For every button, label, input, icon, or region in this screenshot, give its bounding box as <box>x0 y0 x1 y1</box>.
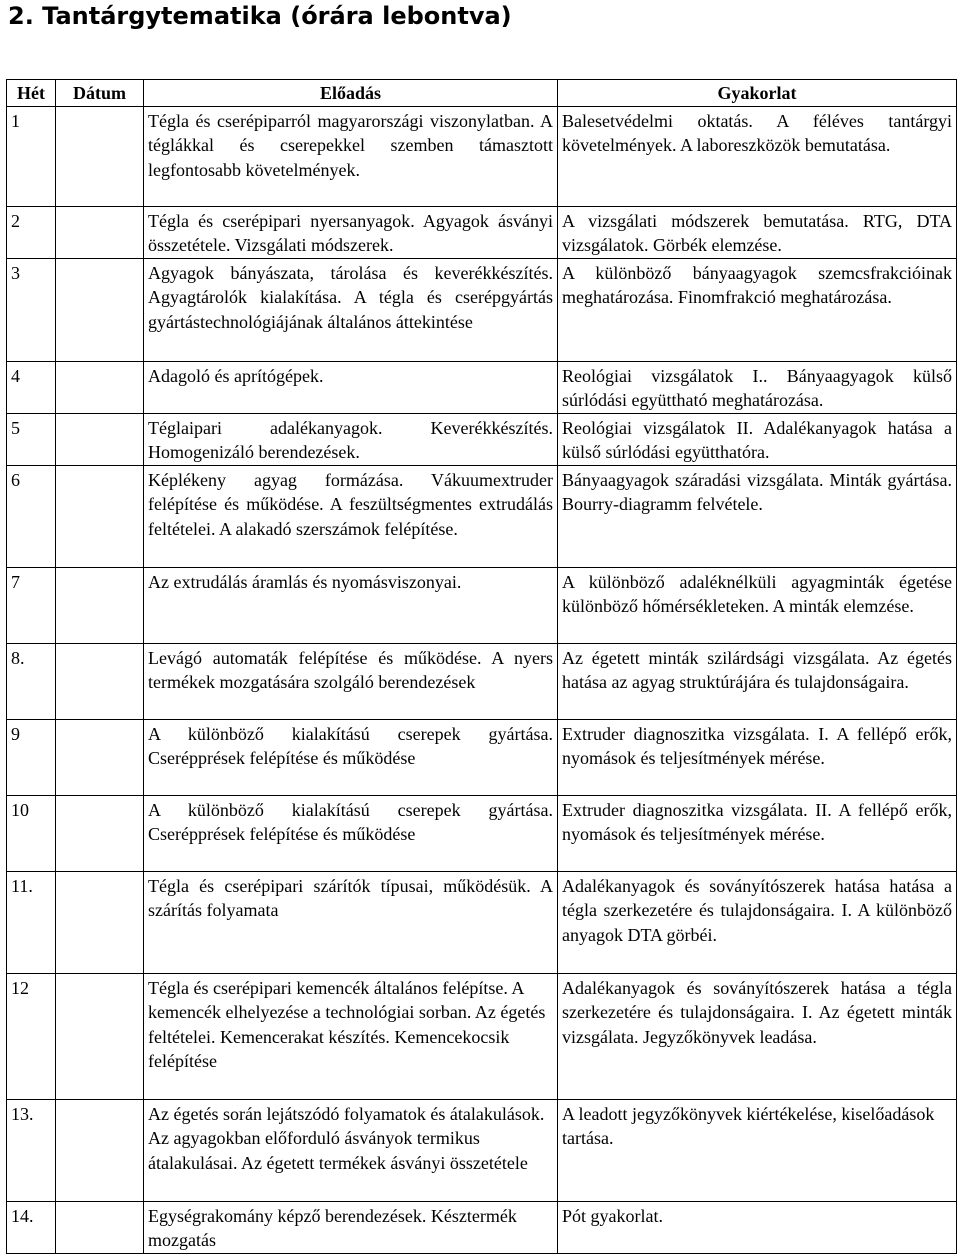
week-cell: 13. <box>7 1099 56 1201</box>
lecture-cell: A különböző kialakítású cserepek gyártása. Cserépprések felépítése és működése <box>144 795 558 871</box>
table-row <box>7 1099 957 1201</box>
practice-cell: A leadott jegyzőkönyvek kiértékelése, kiselőadások tartása. <box>558 1099 957 1201</box>
lecture-cell: Az extrudálás áramlás és nyomásviszonyai. <box>144 567 558 643</box>
date-cell <box>56 567 144 643</box>
date-cell <box>56 795 144 871</box>
week-cell: 10 <box>7 795 56 871</box>
week-cell: 9 <box>7 719 56 795</box>
date-cell <box>56 361 144 413</box>
date-cell <box>56 973 144 1099</box>
table-row <box>7 465 957 567</box>
lecture-cell: Tégla és cserépiparról magyarországi viszonylatban. A téglákkal és cserepekkel szemben támasztott legfontosabb követelmények. <box>144 106 558 206</box>
table-row <box>7 1201 957 1253</box>
practice-cell: Balesetvédelmi oktatás. A féléves tantárgyi követelmények. A laboreszközök bemutatása. <box>558 106 957 206</box>
date-cell <box>56 871 144 973</box>
week-cell: 12 <box>7 973 56 1099</box>
header-date: Dátum <box>56 80 144 107</box>
lecture-cell: Képlékeny agyag formázása. Vákuumextruder felépítése és működése. A feszültségmentes extrudálás feltételei. A alakadó szerszámok felépítése. <box>144 465 558 567</box>
week-cell: 2 <box>7 206 56 258</box>
week-cell: 7 <box>7 567 56 643</box>
table-row <box>7 871 957 973</box>
lecture-cell: Tégla és cserépipari kemencék általános felépítse. A kemencék elhelyezése a technológiai sorban. Az égetés feltételei. Kemencerakat készítés. Kemencekocsik felépítése <box>144 973 558 1099</box>
practice-cell: Extruder diagnoszitka vizsgálata. I. A fellépő erők, nyomások és teljesítmények mérése. <box>558 719 957 795</box>
table-row <box>7 643 957 719</box>
week-cell: 5 <box>7 413 56 465</box>
lecture-cell: Adagoló és aprítógépek. <box>144 361 558 413</box>
date-cell <box>56 1201 144 1253</box>
practice-cell: Pót gyakorlat. <box>558 1201 957 1253</box>
week-cell: 3 <box>7 258 56 361</box>
week-cell: 6 <box>7 465 56 567</box>
lecture-cell: Levágó automaták felépítése és működése. A nyers termékek mozgatására szolgáló berendezések <box>144 643 558 719</box>
table-row <box>7 567 957 643</box>
date-cell <box>56 1099 144 1201</box>
practice-cell: A különböző bányaagyagok szemcsfrakcióinak meghatározása. Finomfrakció meghatározása. <box>558 258 957 361</box>
header-week: Hét <box>7 80 56 107</box>
table-row <box>7 258 957 361</box>
practice-cell: Reológiai vizsgálatok II. Adalékanyagok hatása a külső súrlódási együtthatóra. <box>558 413 957 465</box>
practice-cell: Bányaagyagok száradási vizsgálata. Minták gyártása. Bourry-diagramm felvétele. <box>558 465 957 567</box>
table-row <box>7 795 957 871</box>
date-cell <box>56 206 144 258</box>
lecture-cell: Téglaipari adalékanyagok. Keverékkészítés. Homogenizáló berendezések. <box>144 413 558 465</box>
table-row <box>7 106 957 206</box>
practice-cell: Reológiai vizsgálatok I.. Bányaagyagok külső súrlódási együttható meghatározása. <box>558 361 957 413</box>
table-row <box>7 413 957 465</box>
practice-cell: Extruder diagnoszitka vizsgálata. II. A fellépő erők, nyomások és teljesítmények mérése. <box>558 795 957 871</box>
section-title: 2. Tantárgytematika (órára lebontva) <box>8 2 512 30</box>
lecture-cell: Tégla és cserépipari szárítók típusai, működésük. A szárítás folyamata <box>144 871 558 973</box>
header-lecture: Előadás <box>144 80 558 107</box>
table-header-row <box>7 80 957 107</box>
date-cell <box>56 643 144 719</box>
practice-cell: Adalékanyagok és soványítószerek hatása a tégla szerkezetére és tulajdonságaira. I. Az égetett minták vizsgálata. Jegyzőkönyvek leadása. <box>558 973 957 1099</box>
practice-cell: Az égetett minták szilárdsági vizsgálata. Az égetés hatása az agyag struktúrájára és tulajdonságaira. <box>558 643 957 719</box>
week-cell: 14. <box>7 1201 56 1253</box>
lecture-cell: Egységrakomány képző berendezések. Késztermék mozgatás <box>144 1201 558 1253</box>
date-cell <box>56 465 144 567</box>
table-row <box>7 719 957 795</box>
date-cell <box>56 258 144 361</box>
table-row <box>7 361 957 413</box>
week-cell: 11. <box>7 871 56 973</box>
practice-cell: A különböző adaléknélküli agyagminták égetése különböző hőmérsékleteken. A minták elemzése. <box>558 567 957 643</box>
date-cell <box>56 106 144 206</box>
lecture-cell: Agyagok bányászata, tárolása és keverékkészítés. Agyagtárolók kialakítása. A tégla és cserépgyártás gyártástechnológiájának általános áttekintése <box>144 258 558 361</box>
date-cell <box>56 719 144 795</box>
week-cell: 4 <box>7 361 56 413</box>
header-practice: Gyakorlat <box>558 80 957 107</box>
table-row <box>7 973 957 1099</box>
table-row <box>7 206 957 258</box>
week-cell: 8. <box>7 643 56 719</box>
practice-cell: A vizsgálati módszerek bemutatása. RTG, DTA vizsgálatok. Görbék elemzése. <box>558 206 957 258</box>
week-cell: 1 <box>7 106 56 206</box>
lecture-cell: A különböző kialakítású cserepek gyártása. Cserépprések felépítése és működése <box>144 719 558 795</box>
lecture-cell: Tégla és cserépipari nyersanyagok. Agyagok ásványi összetétele. Vizsgálati módszerek. <box>144 206 558 258</box>
date-cell <box>56 413 144 465</box>
lecture-cell: Az égetés során lejátszódó folyamatok és átalakulások. Az agyagokban előforduló ásványok termikus átalakulásai. Az égetett termékek ásványi összetétele <box>144 1099 558 1201</box>
practice-cell: Adalékanyagok és soványítószerek hatása hatása a tégla szerkezetére és tulajdonságaira. I. A különböző anyagok DTA görbéi. <box>558 871 957 973</box>
course-schedule-table <box>6 79 957 1254</box>
